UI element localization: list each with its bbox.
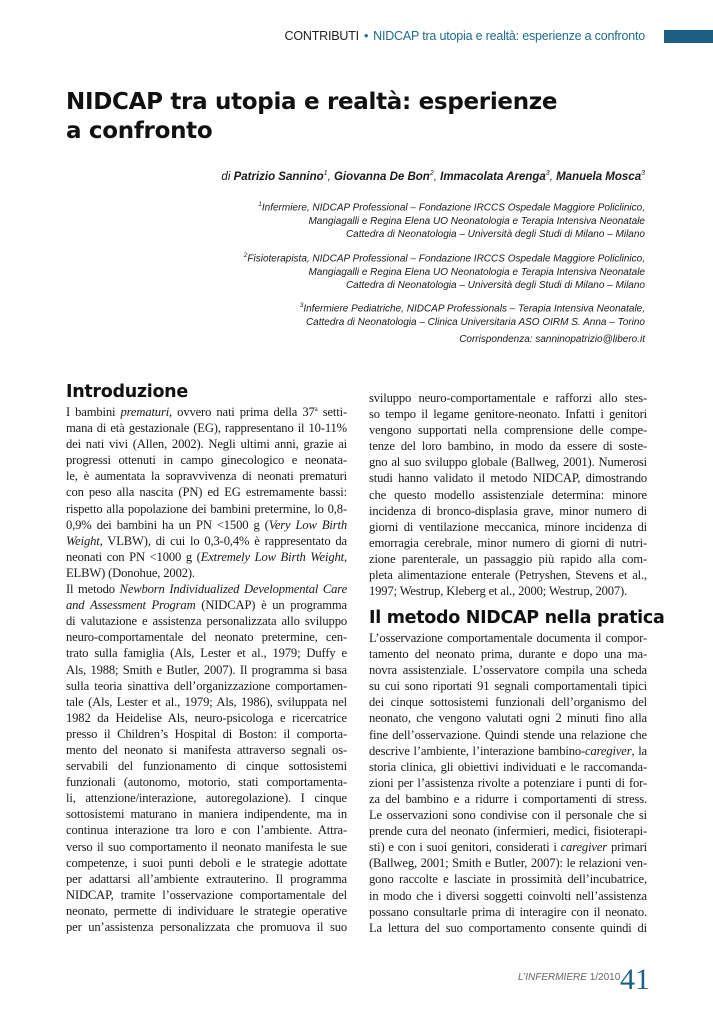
correspondence: Corrispondenza: sanninopatrizio@libero.it xyxy=(459,334,645,345)
text-line xyxy=(66,533,347,549)
text-line xyxy=(369,583,647,599)
italic-term: Newborn Individualized Developmental Care xyxy=(119,582,348,597)
text-line xyxy=(369,567,647,583)
text-line xyxy=(369,503,647,519)
text-line xyxy=(369,551,647,567)
text-line xyxy=(369,743,647,759)
line-text: competenze, i suoi punti deboli e le strategie adottate xyxy=(66,855,347,870)
affiliation-line xyxy=(258,198,645,215)
text-line xyxy=(369,871,647,887)
line-text: zione parenterale, un passaggio più rapido alla com- xyxy=(369,551,647,566)
line-text: prende cura del neonato (infermieri, medici, fisioterapi- xyxy=(369,824,647,839)
right-column-bottom xyxy=(369,630,647,936)
line-text: neonati con PN <1000 g ( xyxy=(66,549,201,564)
superscript: a xyxy=(314,404,318,413)
text-line xyxy=(369,823,647,839)
text-line xyxy=(369,888,647,904)
text-line xyxy=(369,487,647,503)
affiliation-line xyxy=(258,228,645,242)
text-line xyxy=(369,390,647,406)
text-line xyxy=(369,710,647,726)
line-text: emorragia cerebrale, minor numero di giorni di nutri- xyxy=(369,535,647,550)
text-line xyxy=(369,470,647,486)
affiliation-block xyxy=(244,249,645,293)
author-name: Immacolata Arenga xyxy=(440,170,546,183)
affiliation-line xyxy=(258,215,645,229)
line-text: ELBW) (Donohue, 2002). xyxy=(66,565,195,580)
line-text: funzionali (autonomo, motorio, stati comportamenta- xyxy=(66,775,347,790)
line-text: tenze del loro bambino, in modo da essere di soste- xyxy=(369,439,647,454)
line-text: (NIDCAP) è un programma xyxy=(195,598,347,613)
affiliation-line xyxy=(244,266,645,280)
left-column xyxy=(66,404,347,935)
line-text: fine dell’osservazione. Quindi stende una relazione che xyxy=(369,727,647,742)
text-line xyxy=(66,420,347,436)
title-line: NIDCAP tra utopia e realtà: esperienze xyxy=(66,89,558,115)
page-number: 41 xyxy=(620,963,650,996)
affiliation-number: 2 xyxy=(243,252,248,259)
text-line xyxy=(369,535,647,551)
text-line xyxy=(369,422,647,438)
italic-term: Extremely Low Birth Weight xyxy=(200,549,344,564)
italic-term: prematuri, xyxy=(120,405,173,419)
affiliation-text: Infermiere, NIDCAP Professional – Fondazione IRCCS Ospedale Maggiore Policlinico, xyxy=(261,202,645,214)
italic-term: caregiver xyxy=(585,743,632,758)
line-text: sti) e con i suoi genitori, considerati i xyxy=(369,840,561,855)
text-line xyxy=(66,694,347,710)
text-line xyxy=(66,887,347,903)
line-text: setti- xyxy=(317,405,348,419)
line-text: sulla teoria sinattiva dell’organizzazione comportamen- xyxy=(66,678,347,693)
line-text: descrive l’ambiente, l’interazione bambino- xyxy=(369,743,586,758)
section-label: CONTRIBUTI xyxy=(284,29,359,43)
affiliation-text: Mangiagalli e Regina Elena UO Neonatologia e Terapia Intensiva Neonatale xyxy=(308,266,645,278)
line-text: dei nati vivi (Allen, 2002). Negli ultimi anni, grazie ai xyxy=(66,437,347,452)
line-text: vengono supportati nella comprensione delle compe- xyxy=(369,423,647,438)
text-line xyxy=(66,436,347,452)
line-text: giorni di ventilazione meccanica, minore incidenza di xyxy=(369,519,647,534)
text-line xyxy=(369,839,647,855)
affiliation-block xyxy=(300,299,645,329)
header-accent-bar xyxy=(664,30,713,43)
affiliation-text: Mangiagalli e Regina Elena UO Neonatologia e Terapia Intensiva Neonatale xyxy=(308,215,645,227)
text-line xyxy=(66,597,347,613)
line-text: mento del neonato si manifesta attraverso segnali os- xyxy=(66,742,347,757)
text-line xyxy=(66,581,347,597)
author-separator: , xyxy=(549,170,557,183)
affiliation-line xyxy=(244,249,645,266)
affiliation-text: Cattedra di Neonatologia – Clinica Universitaria ASO OIRM S. Anna – Torino xyxy=(305,316,645,328)
affiliation-line xyxy=(244,279,645,293)
author-name: Manuela Mosca xyxy=(556,170,642,183)
text-line xyxy=(369,920,647,936)
affiliation-ref: 3 xyxy=(545,170,550,177)
section-heading-introduzione: Introduzione xyxy=(66,382,188,402)
line-text: continua interazione tra loro e con l’ambiente. Attra- xyxy=(66,823,347,838)
line-text: La lettura del suo comportamento consente quindi di xyxy=(369,920,647,935)
text-line xyxy=(66,613,347,629)
affiliation-ref: 1 xyxy=(323,170,328,177)
text-line xyxy=(66,774,347,790)
text-line xyxy=(66,758,347,774)
affiliation-line xyxy=(300,316,645,330)
line-text: tale (Als, Lester et al., 1979; Als, 1986), sviluppata nel xyxy=(66,694,347,709)
text-line xyxy=(66,549,347,565)
line-text: , la xyxy=(631,743,647,758)
text-line xyxy=(369,791,647,807)
line-text: per un’assistenza personalizzata che promuova il suo xyxy=(66,920,347,934)
line-text: 1982 da Heidelise Als, neuro-psicologa e ricercatrice xyxy=(66,710,347,725)
text-line xyxy=(369,438,647,454)
text-line xyxy=(66,839,347,855)
section-heading-metodo: Il metodo NIDCAP nella pratica xyxy=(369,608,665,628)
line-text: neonato, che vengono valutati ogni 2 minuti fino alla xyxy=(369,711,647,726)
text-line xyxy=(369,775,647,791)
text-line xyxy=(66,710,347,726)
text-line xyxy=(369,904,647,920)
article-title xyxy=(66,88,557,146)
line-text: novra assistenziale. L’osservatore compila una scheda xyxy=(369,663,647,678)
author-list xyxy=(234,171,645,183)
line-text: progressi ottenuti in campo ginecologico e neonata- xyxy=(66,453,347,468)
line-text: 1997; Westrup, Kleberg et al., 2000; Westrup, 2007). xyxy=(369,584,628,599)
bullet-separator: • xyxy=(363,29,369,43)
line-text: verso il suo comportamento il neonato manifesta le sue xyxy=(66,839,347,854)
line-text: possano consultarle prima di interagire con il neonato. xyxy=(369,904,647,919)
text-line xyxy=(66,919,347,935)
italic-term: and Assessment Program xyxy=(66,598,196,613)
line-text: I bambini xyxy=(66,405,121,419)
text-line xyxy=(66,726,347,742)
author-name: Patrizio Sannino xyxy=(233,170,324,183)
line-text: mana di età gestazionale (EG), rappresentano il 10-11% xyxy=(66,421,347,436)
author-separator: , xyxy=(433,170,441,183)
line-text: gno al suo sviluppo globale (Ballweg, 2001). Numerosi xyxy=(369,455,647,470)
italic-term: Weight xyxy=(66,533,100,548)
text-line xyxy=(66,790,347,806)
text-line xyxy=(369,662,647,678)
line-text: so tempo il legame genitore-neonato. Infatti i genitori xyxy=(369,407,647,422)
line-text: L’osservazione comportamentale documenta il compor- xyxy=(369,631,647,645)
title-line: a confronto xyxy=(66,118,213,144)
affiliation-block xyxy=(258,198,645,242)
line-text: tamento del neonato prima, durante e dopo una ma- xyxy=(369,647,647,662)
text-line xyxy=(66,806,347,822)
line-text: incidenza di bronco-displasia grave, minor numero di xyxy=(369,503,647,518)
line-text: neuro-comportamentale del neonato pretermine, cen- xyxy=(66,630,347,645)
affiliation-text: Fisioterapista, NIDCAP Professional – Fondazione IRCCS Ospedale Maggiore Policlinico, xyxy=(247,253,645,265)
affiliation-line xyxy=(300,299,645,316)
text-line xyxy=(369,694,647,710)
affiliation-text: Cattedra di Neonatologia – Università degli Studi di Milano – Milano xyxy=(345,280,645,292)
line-text: rispetto alla popolazione dei bambini pretermine, lo 0,8- xyxy=(66,501,347,516)
italic-term: Very Low Birth xyxy=(268,517,347,532)
line-text: (Ballweg, 2001; Smith e Butler, 2007): le relazioni ven- xyxy=(369,856,647,871)
affiliation-text: Cattedra di Neonatologia – Università degli Studi di Milano – Milano xyxy=(345,229,645,241)
text-line xyxy=(66,903,347,919)
line-text: le, è aumentata la sopravvivenza di neonati prematuri xyxy=(66,469,347,484)
line-text: , VLBW), di cui lo 0,3-0,4% è rappresentato da xyxy=(99,533,347,548)
line-text: sviluppo neuro-comportamentale e rafforzi allo stes- xyxy=(369,391,647,405)
affiliation-number: 1 xyxy=(258,201,262,208)
right-column-top xyxy=(369,390,647,599)
text-line xyxy=(369,807,647,823)
line-text: primari xyxy=(607,840,647,855)
text-line xyxy=(66,629,347,645)
footer-journal xyxy=(518,972,620,983)
line-text: neonato, permette di individuare le strategie operative xyxy=(66,903,347,918)
line-text: che questo modello assistenziale determina: minore xyxy=(369,487,647,502)
text-line xyxy=(66,501,347,517)
text-line xyxy=(369,519,647,535)
text-line xyxy=(66,662,347,678)
line-text: NIDCAP, tramite l’osservazione comportamentale del xyxy=(66,887,347,902)
line-text: sottosistemi maturano in maniera indipendente, ma in xyxy=(66,807,347,822)
issue-number: 1/2010 xyxy=(589,972,621,983)
text-line xyxy=(66,645,347,661)
author-name: Giovanna De Bon xyxy=(333,170,430,183)
text-line xyxy=(369,454,647,470)
text-line xyxy=(66,517,347,533)
text-line xyxy=(66,452,347,468)
line-text: su cui sono riportati 91 segnali comportamentali tipici xyxy=(369,679,647,694)
line-text: presso il Children’s Hospital di Boston: il comporta- xyxy=(66,726,347,741)
text-line xyxy=(66,484,347,500)
text-line xyxy=(66,855,347,871)
text-line xyxy=(66,822,347,838)
line-text: storia clinica, gli obiettivi individuati e le raccomanda- xyxy=(369,759,647,774)
line-text: con peso alla nascita (PN) ed EG estremamente bassi: xyxy=(66,485,347,500)
text-line xyxy=(66,678,347,694)
line-text: , xyxy=(344,549,347,564)
line-text: li, attenzione/interazione, autoregolazione). I cinque xyxy=(66,791,347,806)
line-text: dei cinque sottosistemi funzionali dell’organismo del xyxy=(369,695,647,710)
text-line xyxy=(369,678,647,694)
text-line xyxy=(369,759,647,775)
line-text: za del bambino e a ridurre i comportamenti di stress. xyxy=(369,791,647,806)
text-line xyxy=(66,742,347,758)
italic-term: caregiver xyxy=(560,840,608,855)
line-text: Il metodo xyxy=(66,582,120,597)
line-text: in modo che i diversi soggetti coinvolti nell’assistenza xyxy=(369,888,647,903)
line-text: 0,9% dei bambini ha un PN <1500 g ( xyxy=(66,517,269,532)
line-text: gono raccolte e lasciate in prossimità dell’incubatrice, xyxy=(369,872,647,887)
line-text: di valutazione e assistenza personalizzata allo sviluppo xyxy=(66,614,347,629)
text-line xyxy=(369,630,647,646)
text-line xyxy=(66,404,347,420)
line-text: trato sulla famiglia (Als, Lester et al., 1979; Duffy e xyxy=(66,646,347,661)
line-text: servabili del funzionamento di cinque sottosistemi xyxy=(66,759,347,774)
affiliation-number: 3 xyxy=(299,302,304,309)
text-line xyxy=(369,855,647,871)
text-line xyxy=(66,871,347,887)
text-line xyxy=(66,565,347,581)
affiliation-text: Infermiere Pediatriche, NIDCAP Professionals – Terapia Intensiva Neonatale, xyxy=(303,303,645,315)
line-text: Als, 1988; Smith e Butler, 2007). Il programma si basa xyxy=(66,662,347,677)
text-line xyxy=(369,727,647,743)
author-prefix: di xyxy=(221,170,231,183)
affiliation-ref: 2 xyxy=(429,170,434,177)
line-text: ovvero nati prima della 37 xyxy=(172,405,315,419)
author-line xyxy=(221,170,645,183)
line-text: pleta alimentazione enterale (Petryshen, Stevens et al., xyxy=(369,568,647,583)
journal-name: L’INFERMIERE xyxy=(518,972,587,983)
author-separator: , xyxy=(327,170,334,183)
line-text: studi hanno validato il metodo NIDCAP, dimostrando xyxy=(369,471,647,486)
line-text: Le osservazioni sono condivise con il personale che si xyxy=(369,808,647,823)
text-line xyxy=(66,468,347,484)
text-line xyxy=(369,406,647,422)
line-text: zioni per l’assistenza rivolte a potenziare i punti di for- xyxy=(369,775,647,790)
running-title: NIDCAP tra utopia e realtà: esperienze a confronto xyxy=(373,29,645,43)
text-line xyxy=(369,646,647,662)
line-text: per adattarsi all’ambiente extrauterino. Il programma xyxy=(66,871,347,886)
affiliation-ref: 3 xyxy=(641,170,645,177)
running-header xyxy=(285,29,645,43)
